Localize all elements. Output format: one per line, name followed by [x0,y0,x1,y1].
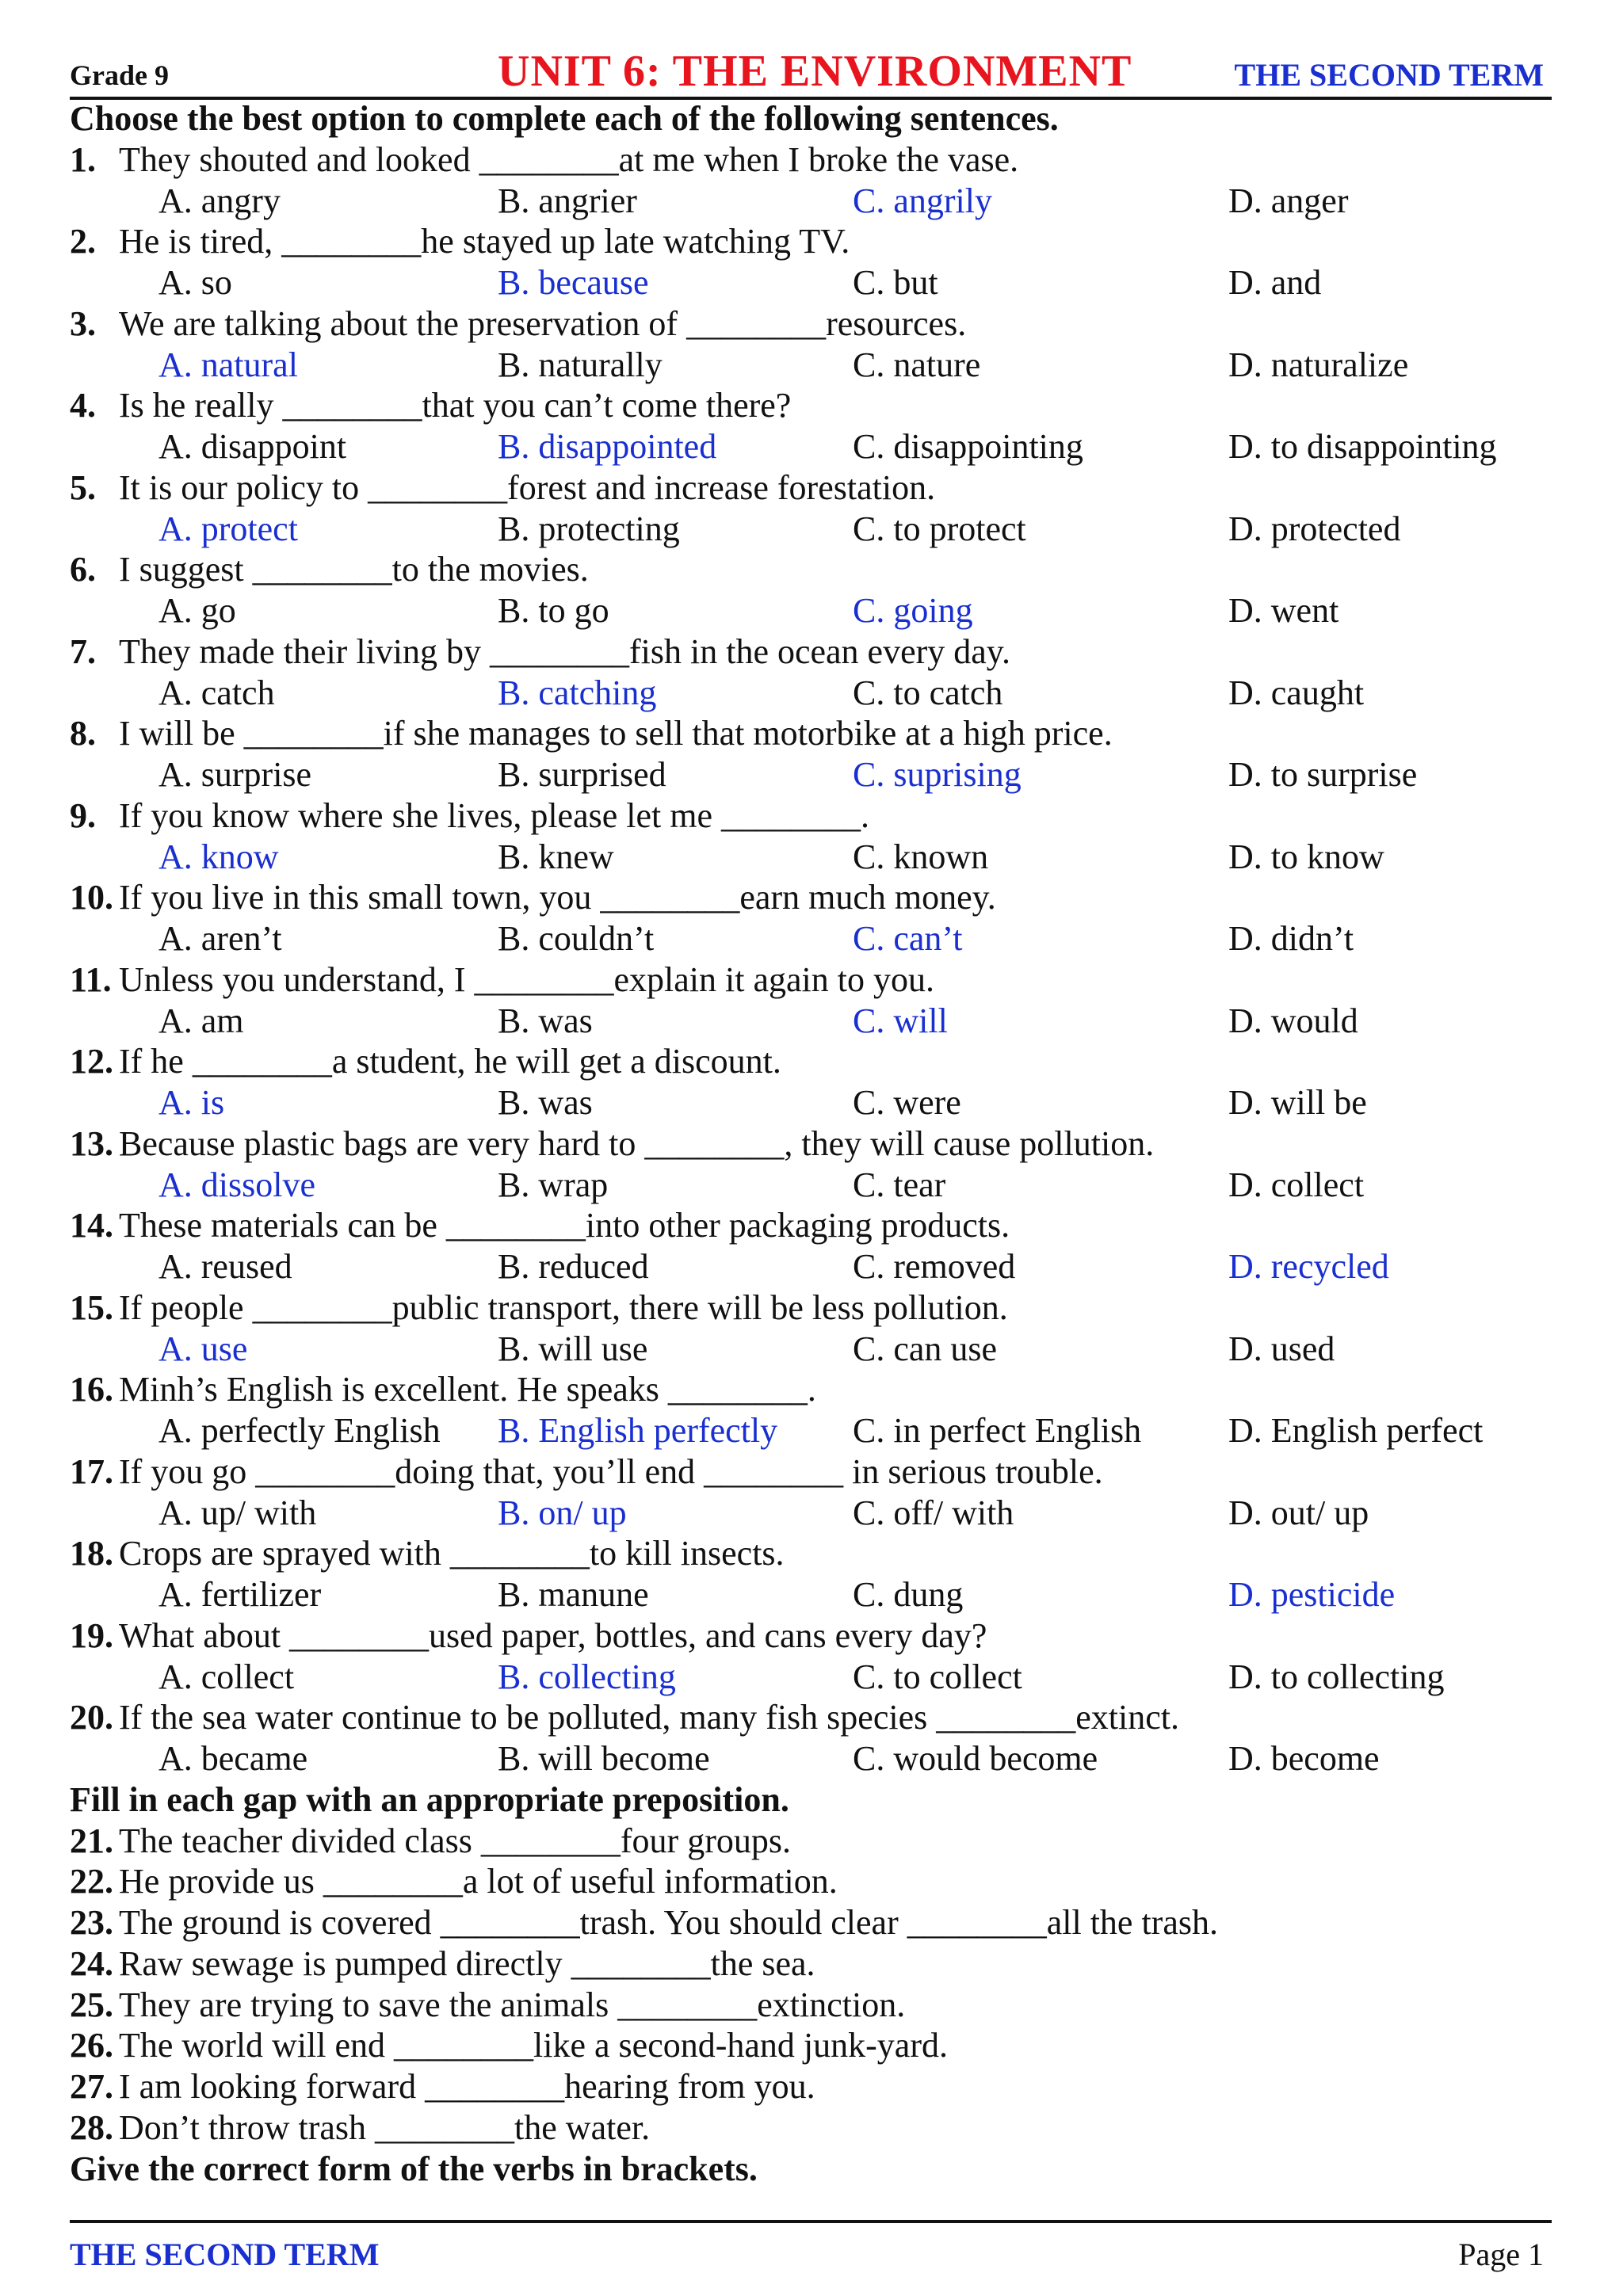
options-row [70,1165,1552,1206]
options-row [70,1246,1552,1287]
question-row [70,1697,1552,1738]
options-row [70,262,1552,303]
answer-option: A. angry [158,181,281,220]
question-number: 17. [70,1451,113,1491]
question-row [70,713,1552,754]
options-row [70,345,1552,386]
answer-option: A. aren’t [158,919,282,958]
question-text: They shouted and looked ________at me when I broke the vase. [119,139,1019,179]
question-text: I suggest ________to the movies. [119,550,589,589]
answer-option: D. will be [1228,1083,1367,1122]
question-row [70,467,1552,509]
correct-option: B. on/ up [498,1493,627,1532]
answer-option: A. catch [158,673,275,712]
answer-option: C. off/ with [853,1493,1014,1532]
term-label-bottom: THE SECOND TERM [70,2237,380,2272]
answer-option: B. wrap [498,1165,609,1204]
question-text: They made their living by ________fish in the ocean every day. [119,631,1010,671]
answer-option: B. manune [498,1575,649,1614]
answer-option: C. to protect [853,509,1026,548]
answer-option: B. couldn’t [498,919,655,958]
answer-option: C. dung [853,1575,964,1614]
answer-option: B. was [498,1083,593,1122]
correct-option: A. dissolve [158,1165,315,1204]
question-number: 19. [70,1615,113,1655]
answer-option: D. become [1228,1739,1380,1778]
answer-option: C. nature [853,345,981,384]
options-row [70,1657,1552,1698]
question-number: 18. [70,1534,113,1573]
options-row [70,1738,1552,1779]
worksheet-content [70,98,1552,2189]
question-number: 27. [70,2067,113,2106]
correct-option: C. suprising [853,755,1022,794]
correct-option: A. know [158,837,279,876]
answer-option: D. didn’t [1228,919,1354,958]
correct-option: B. disappointed [498,427,717,466]
answer-option: C. removed [853,1247,1016,1286]
question-text: We are talking about the preservation of ________resources. [119,303,967,343]
answer-option: D. to surprise [1228,755,1418,794]
question-number: 26. [70,2026,113,2065]
question-text: He is tired, ________he stayed up late watching TV. [119,222,850,261]
section-heading: Fill in each gap with an appropriate preposition. [70,1779,789,1819]
correct-option: B. collecting [498,1657,676,1696]
question-text: I am looking forward ________hearing from you. [119,2067,815,2106]
options-row [70,509,1552,550]
question-number: 28. [70,2107,113,2147]
question-text: They are trying to save the animals ________extinction. [119,1985,906,2024]
answer-option: A. fertilizer [158,1575,322,1614]
answer-option: C. tear [853,1165,946,1204]
answer-option: A. disappoint [158,427,347,466]
answer-option: B. naturally [498,345,663,384]
question-row [70,1943,1552,1985]
question-number: 25. [70,1985,113,2024]
question-row [70,877,1552,918]
question-row [70,139,1552,181]
answer-option: D. anger [1228,181,1349,220]
question-number: 15. [70,1287,113,1327]
question-row [70,631,1552,673]
question-row [70,2107,1552,2149]
answer-option: C. in perfect English [853,1411,1142,1450]
options-row [70,754,1552,795]
options-row [70,1410,1552,1451]
question-row [70,1533,1552,1574]
question-number: 5. [70,467,96,507]
question-text: Don’t throw trash ________the water. [119,2107,651,2147]
answer-option: C. can use [853,1329,998,1368]
question-number: 12. [70,1042,113,1081]
page-number: Page 1 [1458,2237,1544,2272]
options-row [70,837,1552,878]
correct-option: A. natural [158,345,298,384]
answer-option: B. surprised [498,755,666,794]
question-text: Because plastic bags are very hard to ________, they will cause pollution. [119,1123,1155,1163]
options-row [70,1082,1552,1123]
answer-option: B. protecting [498,509,680,548]
answer-option: D. went [1228,591,1339,630]
options-row [70,1493,1552,1534]
options-row [70,1574,1552,1615]
question-number: 9. [70,795,96,835]
unit-title: UNIT 6: THE ENVIRONMENT [498,47,1132,96]
question-text: The teacher divided class ________four groups. [119,1821,791,1860]
answer-option: A. reused [158,1247,292,1286]
correct-option: A. protect [158,509,298,548]
grade-label: Grade 9 [70,59,169,91]
options-row [70,673,1552,714]
question-text: What about ________used paper, bottles, and cans every day? [119,1615,987,1655]
answer-option: B. was [498,1001,593,1040]
options-row [70,1329,1552,1370]
question-number: 24. [70,1943,113,1983]
answer-option: B. angrier [498,181,637,220]
answer-option: B. knew [498,837,614,876]
answer-option: A. surprise [158,755,312,794]
correct-option: C. going [853,591,973,630]
correct-option: A. use [158,1329,248,1368]
question-text: If you know where she lives, please let me ________. [119,795,869,835]
question-text: Is he really ________that you can’t come there? [119,386,792,425]
correct-option: B. English perfectly [498,1411,778,1450]
answer-option: D. to collecting [1228,1657,1445,1696]
question-number: 4. [70,386,96,425]
question-text: Raw sewage is pumped directly ________the sea. [119,1943,815,1983]
question-text: If people ________public transport, there will be less pollution. [119,1287,1008,1327]
question-number: 22. [70,1862,113,1901]
page-header [70,41,1552,100]
answer-option: C. known [853,837,989,876]
question-text: These materials can be ________into other packaging products. [119,1206,1010,1245]
options-row [70,181,1552,222]
question-number: 20. [70,1698,113,1737]
question-number: 11. [70,959,112,999]
answer-option: C. would become [853,1739,1098,1778]
question-row [70,2025,1552,2066]
question-number: 10. [70,878,113,917]
answer-option: A. up/ with [158,1493,317,1532]
question-text: If he ________a student, he will get a discount. [119,1042,781,1081]
question-text: The world will end ________like a second-hand junk-yard. [119,2026,948,2065]
question-text: The ground is covered ________trash. You should clear ________all the trash. [119,1903,1218,1942]
answer-option: A. go [158,591,236,630]
answer-option: B. to go [498,591,609,630]
answer-option: C. were [853,1083,961,1122]
question-row [70,795,1552,837]
answer-option: B. reduced [498,1247,649,1286]
answer-option: A. collect [158,1657,295,1696]
question-number: 13. [70,1123,113,1163]
question-text: I will be ________if she manages to sell that motorbike at a high price. [119,714,1113,753]
term-label-top: THE SECOND TERM [1234,57,1544,93]
answer-option: D. to know [1228,837,1384,876]
answer-option: D. English perfect [1228,1411,1484,1450]
question-number: 2. [70,222,96,261]
question-row [70,549,1552,590]
question-row [70,1902,1552,1943]
correct-option: C. will [853,1001,948,1040]
question-text: Minh’s English is excellent. He speaks ________. [119,1370,816,1409]
question-row [70,221,1552,262]
question-number: 6. [70,550,96,589]
answer-option: D. to disappointing [1228,427,1497,466]
answer-option: C. to catch [853,673,1003,712]
question-row [70,303,1552,345]
options-row [70,590,1552,631]
question-text: Unless you understand, I ________explain it again to you. [119,959,934,999]
answer-option: D. used [1228,1329,1335,1368]
correct-option: B. catching [498,673,657,712]
question-text: If the sea water continue to be polluted, many fish species ________extinct. [119,1698,1179,1737]
answer-option: D. protected [1228,509,1401,548]
question-row [70,1861,1552,1902]
page-footer [70,2220,1552,2271]
question-number: 14. [70,1206,113,1245]
question-text: It is our policy to ________forest and increase forestation. [119,467,936,507]
answer-option: B. will use [498,1329,648,1368]
question-row [70,1041,1552,1082]
question-number: 8. [70,714,96,753]
question-row [70,1205,1552,1246]
answer-option: D. and [1228,263,1322,302]
question-number: 16. [70,1370,113,1409]
section-heading: Choose the best option to complete each of the following sentences. [70,99,1059,138]
question-row [70,1821,1552,1862]
correct-option: D. recycled [1228,1247,1389,1286]
question-row [70,1451,1552,1493]
question-text: Crops are sprayed with ________to kill insects. [119,1534,785,1573]
question-row [70,2066,1552,2107]
question-row [70,1985,1552,2026]
correct-option: C. can’t [853,919,963,958]
question-row [70,959,1552,1001]
question-text: If you live in this small town, you ________earn much money. [119,878,996,917]
question-text: If you go ________doing that, you’ll end ________ in serious trouble. [119,1451,1103,1491]
answer-option: B. will become [498,1739,710,1778]
correct-option: C. angrily [853,181,992,220]
answer-option: D. out/ up [1228,1493,1369,1532]
options-row [70,1001,1552,1042]
correct-option: D. pesticide [1228,1575,1396,1614]
question-row [70,1123,1552,1165]
answer-option: A. so [158,263,232,302]
question-number: 23. [70,1903,113,1942]
answer-option: C. to collect [853,1657,1022,1696]
question-row [70,1615,1552,1657]
answer-option: D. naturalize [1228,345,1409,384]
question-number: 7. [70,631,96,671]
question-number: 3. [70,303,96,343]
answer-option: C. but [853,263,938,302]
answer-option: C. disappointing [853,427,1083,466]
question-row [70,1287,1552,1329]
correct-option: A. is [158,1083,225,1122]
question-text: He provide us ________a lot of useful information. [119,1862,838,1901]
options-row [70,918,1552,959]
question-number: 21. [70,1821,113,1860]
options-row [70,426,1552,467]
answer-option: D. would [1228,1001,1358,1040]
answer-option: D. caught [1228,673,1365,712]
question-row [70,1369,1552,1410]
question-number: 1. [70,139,96,179]
correct-option: B. because [498,263,649,302]
section-heading: Give the correct form of the verbs in brackets. [70,2149,758,2188]
answer-option: A. am [158,1001,244,1040]
answer-option: D. collect [1228,1165,1365,1204]
question-row [70,385,1552,426]
answer-option: A. became [158,1739,308,1778]
answer-option: A. perfectly English [158,1411,441,1450]
